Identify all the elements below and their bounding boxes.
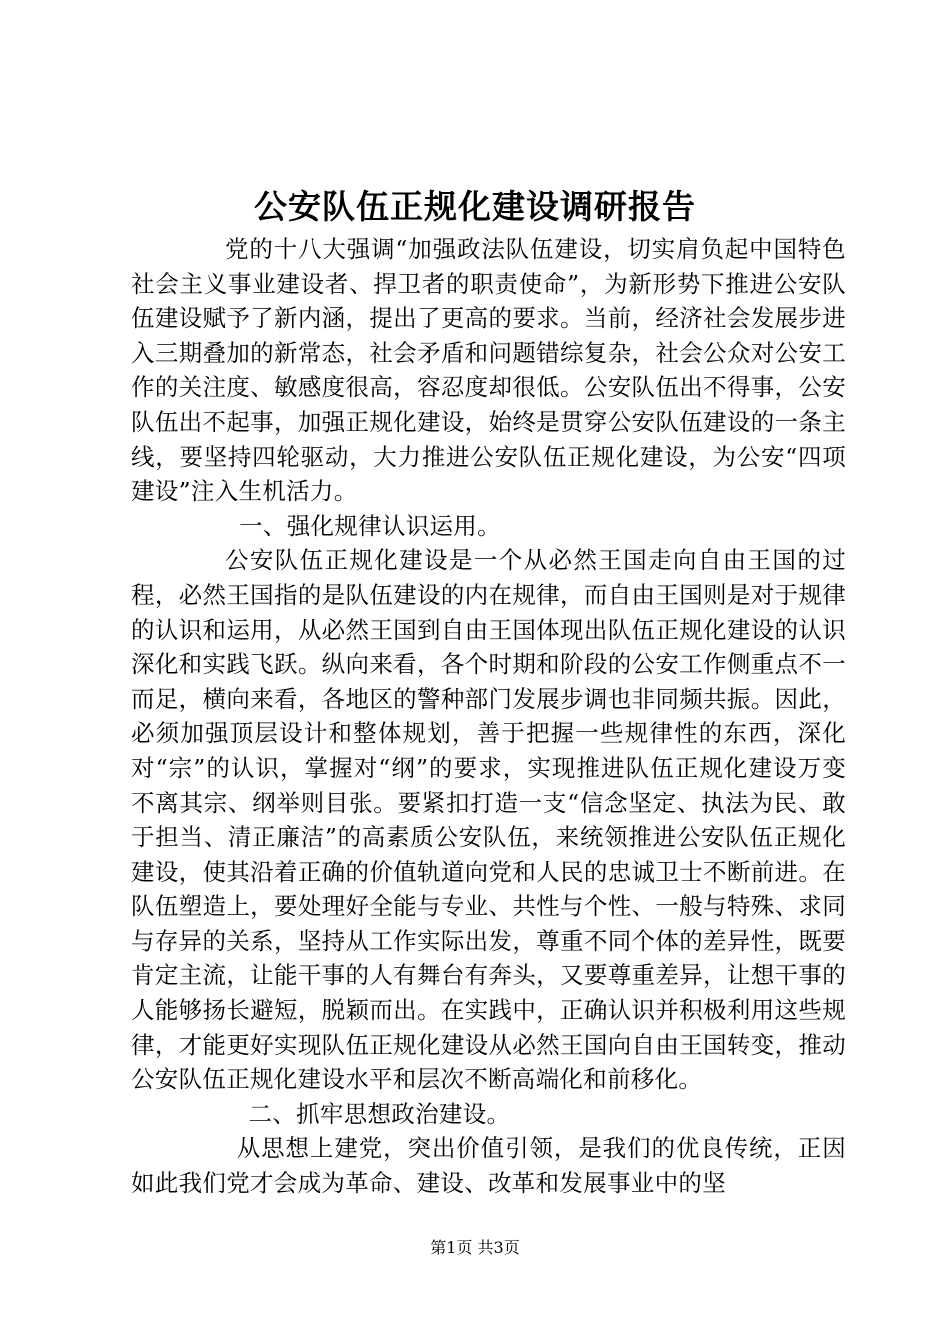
section-1-paragraph: 公安队伍正规化建设是一个从必然王国走向自由王国的过程，必然王国指的是队伍建设的内在规律，而自由王国则是对于规律的认识和运用，从必然王国到自由王国体现出队伍正规化建设的认识深化和实践飞跃。纵向来看，各个时期和阶段的公安工作侧重点不一而足，横向来看，各地区的警种部门发展步调也非同频共振。因此，必须加强顶层设计和整体规划，善于把握一些规律性的东西，深化对“宗”的认识，掌握对“纲”的要求，实现推进队伍正规化建设万变不离其宗、纲举则目张。要紧扣打造一支“信念坚定、执法为民、敢于担当、清正廉洁”的高素质公安队伍，来统领推进公安队伍正规化建设，使其沿着正确的价值轨道向党和人民的忠诚卫士不断前进。在队伍塑造上，要处理好全能与专业、共性与个性、一般与特殊、求同与存异的关系，坚持从工作实际出发，尊重不同个体的差异性，既要肯定主流，让能干事的人有舞台有奔头，又要尊重差异，让想干事的人能够扬长避短，脱颖而出。在实践中，正确认识并积极利用这些规律，才能更好实现队伍正规化建设从必然王国向自由王国转变，推动公安队伍正规化建设水平和层次不断高端化和前移化。 — [131, 546, 846, 1094]
section-heading-1: 一、强化规律认识运用。 — [239, 511, 501, 540]
intro-paragraph: 党的十八大强调“加强政法队伍建设，切实肩负起中国特色社会主义事业建设者、捍卫者的职责使命”，为新形势下推进公安队伍建设赋予了新内涵，提出了更高的要求。当前，经济社会发展步进入三期叠加的新常态，社会矛盾和问题错综复杂，社会公众对公安工作的关注度、敏感度很高，容忍度却很低。公安队伍出不得事，公安队伍出不起事，加强正规化建设，始终是贯穿公安队伍建设的一条主线，要坚持四轮驱动，大力推进公安队伍正规化建设，为公安“四项建设”注入生机活力。 — [131, 235, 846, 506]
page-number-footer: 第1页 共3页 — [430, 1238, 520, 1257]
document-body — [131, 232, 846, 1201]
section-heading-2: 二、抓牢思想政治建设。 — [248, 1099, 511, 1128]
document-title: 公安队伍正规化建设调研报告 — [254, 187, 696, 226]
section-2-paragraph: 从思想上建党，突出价值引领，是我们的优良传统，正因如此我们党才会成为革命、建设、改革和发展事业中的坚 — [131, 1134, 846, 1198]
